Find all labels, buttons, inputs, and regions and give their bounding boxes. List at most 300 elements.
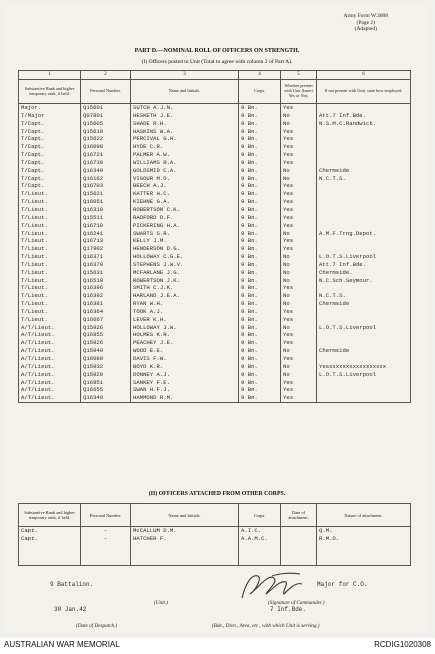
- name-cell: SHADE R.H.: [131, 120, 239, 128]
- commander-signature: [238, 568, 328, 604]
- present-cell: Yes: [281, 135, 317, 143]
- corps-cell: 9 Bn.: [239, 386, 281, 394]
- officer-row: [19, 269, 411, 277]
- att-date-cell: [281, 527, 317, 536]
- rank-cell: T/Capt.: [19, 128, 81, 136]
- name-cell: VIGOUR M.O.: [131, 175, 239, 183]
- col-number-5: 5: [281, 71, 317, 80]
- att-nature-cell: Q.M.: [317, 527, 411, 536]
- attached-row: [19, 535, 411, 543]
- personal-number-cell: Q16510: [81, 277, 131, 285]
- attached-rows: [19, 527, 411, 566]
- present-cell: Yes: [281, 128, 317, 136]
- col-header-corps: Corps.: [239, 80, 281, 104]
- personal-number-cell: Q15622: [81, 135, 131, 143]
- officer-row: [19, 355, 411, 363]
- blank-cell: [317, 543, 411, 566]
- employment-cell: [317, 214, 411, 222]
- officer-row: [19, 198, 411, 206]
- corps-cell: 9 Bn.: [239, 277, 281, 285]
- officer-row: [19, 347, 411, 355]
- employment-cell: [317, 182, 411, 190]
- present-cell: No: [281, 175, 317, 183]
- brigade-label: (Bde., Divn., Area, etc., with which Unit is serving.): [212, 623, 320, 629]
- officer-row: [19, 222, 411, 230]
- corps-cell: 9 Bn.: [239, 347, 281, 355]
- corps-cell: 9 Bn.: [239, 300, 281, 308]
- att-header-rank: Substantive Rank and higher temporary rank, if held.: [19, 504, 81, 527]
- rank-cell: T/Lieut.: [19, 308, 81, 316]
- present-cell: No: [281, 167, 317, 175]
- corps-cell: 9 Bn.: [239, 214, 281, 222]
- rank-cell: A/T/Lieut.: [19, 394, 81, 402]
- att-date-cell: [281, 535, 317, 543]
- corps-cell: 9 Bn.: [239, 316, 281, 324]
- rank-cell: T/Capt.: [19, 167, 81, 175]
- name-cell: SUTCH A.J.N.: [131, 104, 239, 112]
- personal-number-cell: Q15605: [81, 120, 131, 128]
- blank-cell: [19, 543, 81, 566]
- rank-cell: T/Lieut.: [19, 316, 81, 324]
- personal-number-cell: Q16855: [81, 331, 131, 339]
- employment-cell: A.M.F.Trng.Depot.: [317, 230, 411, 238]
- present-cell: No: [281, 300, 317, 308]
- present-cell: No: [281, 120, 317, 128]
- name-cell: HOLLOWAY C.G.E.: [131, 253, 239, 261]
- present-cell: Yes: [281, 143, 317, 151]
- present-cell: Yes: [281, 331, 317, 339]
- personal-number-cell: Q16162: [81, 175, 131, 183]
- officer-row: [19, 245, 411, 253]
- date-of-despatch-label: (Date of Despatch.): [76, 623, 118, 629]
- personal-number-cell: Q15920: [81, 371, 131, 379]
- name-cell: HARLAND J.E.A.: [131, 292, 239, 300]
- officer-row: [19, 151, 411, 159]
- personal-number-cell: Q15949: [81, 347, 131, 355]
- name-cell: KIEHNE G.A.: [131, 198, 239, 206]
- name-cell: DAVIS F.W.: [131, 355, 239, 363]
- form-page: [6, 4, 428, 634]
- corps-cell: 9 Bn.: [239, 159, 281, 167]
- officer-row: [19, 143, 411, 151]
- present-cell: Yes: [281, 386, 317, 394]
- rank-cell: Major.: [19, 104, 81, 112]
- col-header-name: Name and Initials.: [131, 80, 239, 104]
- employment-cell: N.C.T.S.: [317, 292, 411, 300]
- officers-table: [18, 70, 411, 403]
- present-cell: No: [281, 253, 317, 261]
- rank-cell: T/Lieut.: [19, 292, 81, 300]
- officer-row: [19, 190, 411, 198]
- archive-name: AUSTRALIAN WAR MEMORIAL: [4, 640, 120, 649]
- personal-number-cell: Q16364: [81, 308, 131, 316]
- present-cell: Yes: [281, 308, 317, 316]
- rank-cell: T/Lieut.: [19, 261, 81, 269]
- employment-cell: [317, 190, 411, 198]
- att-header-personal-number: Personal Number.: [81, 504, 131, 527]
- rank-cell: T/Lieut.: [19, 269, 81, 277]
- rank-cell: T/Capt.: [19, 182, 81, 190]
- date-of-despatch-value: 30 Jan.42: [54, 606, 87, 613]
- officer-row: [19, 175, 411, 183]
- name-cell: PEACHEY J.E.: [131, 339, 239, 347]
- rank-cell: T/Lieut.: [19, 214, 81, 222]
- personal-number-cell: Q16098: [81, 143, 131, 151]
- col-number-1: 1: [19, 71, 81, 80]
- corps-cell: 9 Bn.: [239, 230, 281, 238]
- personal-number-cell: Q16721: [81, 151, 131, 159]
- name-cell: HENDERSON D.G.: [131, 245, 239, 253]
- corps-cell: 9 Bn.: [239, 104, 281, 112]
- att-corps-cell: A.A.M.C.: [239, 535, 281, 543]
- name-cell: BEECH A.J.: [131, 182, 239, 190]
- officer-row: [19, 104, 411, 112]
- name-cell: ROBERTSON C.K.: [131, 206, 239, 214]
- personal-number-cell: Q16080: [81, 355, 131, 363]
- present-cell: Yes: [281, 159, 317, 167]
- employment-cell: [317, 104, 411, 112]
- rank-cell: A/T/Lieut.: [19, 339, 81, 347]
- corps-cell: 9 Bn.: [239, 371, 281, 379]
- present-cell: No: [281, 261, 317, 269]
- officer-rows: [19, 104, 411, 403]
- rank-cell: T/Lieut.: [19, 190, 81, 198]
- att-header-date: Date of attachment.: [281, 504, 317, 527]
- corps-cell: 9 Bn.: [239, 182, 281, 190]
- corps-cell: 9 Bn.: [239, 175, 281, 183]
- personal-number-cell: Q15511: [81, 214, 131, 222]
- officer-row: [19, 214, 411, 222]
- personal-number-cell: Q15926: [81, 339, 131, 347]
- unit-label: (Unit.): [154, 600, 168, 606]
- officer-row: [19, 261, 411, 269]
- employment-cell: [317, 308, 411, 316]
- personal-number-cell: Q15619: [81, 128, 131, 136]
- col-number-6: 6: [317, 71, 411, 80]
- rank-cell: T/Lieut.: [19, 284, 81, 292]
- officer-row: [19, 371, 411, 379]
- name-cell: DONNEY A.J.: [131, 371, 239, 379]
- personal-number-cell: Q16340: [81, 394, 131, 402]
- form-page-number: (Page 2): [356, 19, 375, 26]
- employment-cell: Yesxxxxxxxxxxxxxxxxx: [317, 363, 411, 371]
- form-adapted: (Adapted): [354, 26, 377, 32]
- present-cell: No: [281, 363, 317, 371]
- personal-number-cell: Q16340: [81, 167, 131, 175]
- employment-cell: [317, 379, 411, 387]
- rank-cell: T/Capt.: [19, 135, 81, 143]
- name-cell: PERCIVAL G.H.: [131, 135, 239, 143]
- employment-cell: Att.7 Inf.Bde.: [317, 112, 411, 120]
- corps-cell: 9 Bn.: [239, 112, 281, 120]
- attached-blank-row: [19, 543, 411, 566]
- personal-number-cell: Q17902: [81, 245, 131, 253]
- personal-number-cell: Q16392: [81, 292, 131, 300]
- employment-cell: [317, 198, 411, 206]
- name-cell: HAMMOND R.M.: [131, 394, 239, 402]
- name-cell: SWAN H.F.J.: [131, 386, 239, 394]
- employment-cell: [317, 331, 411, 339]
- corps-cell: 9 Bn.: [239, 394, 281, 402]
- blank-cell: [281, 543, 317, 566]
- employment-cell: [317, 355, 411, 363]
- officer-row: [19, 300, 411, 308]
- personal-number-cell: Q16710: [81, 222, 131, 230]
- officer-row: [19, 386, 411, 394]
- rank-cell: T/Lieut.: [19, 222, 81, 230]
- att-nature-cell: R.M.O.: [317, 535, 411, 543]
- employment-cell: [317, 159, 411, 167]
- name-cell: HOLMES K.R.: [131, 331, 239, 339]
- officer-row: [19, 182, 411, 190]
- personal-number-cell: Q16370: [81, 261, 131, 269]
- section2-title: (II) OFFICERS ATTACHED FROM OTHER CORPS.: [148, 491, 286, 497]
- rank-cell: A/T/Lieut.: [19, 331, 81, 339]
- corps-cell: 9 Bn.: [239, 190, 281, 198]
- rank-cell: T/Capt.: [19, 151, 81, 159]
- corps-cell: 9 Bn.: [239, 324, 281, 332]
- army-form-number: Army Form W.3008: [343, 13, 388, 19]
- personal-number-cell: Q16667: [81, 316, 131, 324]
- personal-number-cell: Q16381: [81, 300, 131, 308]
- present-cell: No: [281, 112, 317, 120]
- blank-cell: [81, 543, 131, 566]
- officer-row: [19, 128, 411, 136]
- employment-cell: Chermside: [317, 167, 411, 175]
- personal-number-cell: Q16396: [81, 284, 131, 292]
- rank-cell: T/Capt.: [19, 175, 81, 183]
- att-personal-number-cell: -: [81, 535, 131, 543]
- col-header-rank: Substantive Rank and higher temporary rank, if held.: [19, 80, 81, 104]
- rank-cell: T/Lieut.: [19, 300, 81, 308]
- present-cell: No: [281, 371, 317, 379]
- corps-cell: 9 Bn.: [239, 355, 281, 363]
- officer-row: [19, 253, 411, 261]
- rank-cell: T/Capt.: [19, 120, 81, 128]
- personal-number-cell: Q16713: [81, 237, 131, 245]
- blank-cell: [239, 543, 281, 566]
- personal-number-cell: Q15631: [81, 269, 131, 277]
- present-cell: Yes: [281, 214, 317, 222]
- rank-cell: A/T/Lieut.: [19, 347, 81, 355]
- officer-row: [19, 379, 411, 387]
- name-cell: MCFARLANE J.G.: [131, 269, 239, 277]
- corps-cell: 9 Bn.: [239, 222, 281, 230]
- name-cell: HYDE C.R.: [131, 143, 239, 151]
- employment-cell: [317, 339, 411, 347]
- officer-row: [19, 324, 411, 332]
- rank-cell: T/Lieut.: [19, 277, 81, 285]
- personal-number-cell: Q16310: [81, 206, 131, 214]
- present-cell: Yes: [281, 222, 317, 230]
- present-cell: No: [281, 230, 317, 238]
- major-for-co: Major for C.O.: [317, 581, 368, 588]
- corps-cell: 9 Bn.: [239, 269, 281, 277]
- employment-cell: L.O.T.S.Liverpool: [317, 371, 411, 379]
- corps-cell: 9 Bn.: [239, 261, 281, 269]
- personal-number-cell: Q15601: [81, 104, 131, 112]
- att-name-cell: McCALLUM D.M.: [131, 527, 239, 536]
- name-cell: BOYD K.R.: [131, 363, 239, 371]
- col-number-3: 3: [131, 71, 239, 80]
- part-title: PART D.—NOMINAL ROLL OF OFFICERS ON STRENGTH.: [134, 48, 300, 54]
- officer-row: [19, 308, 411, 316]
- brigade-value: 7 Inf.Bde.: [270, 606, 307, 613]
- officer-row: [19, 316, 411, 324]
- officer-row: [19, 363, 411, 371]
- personal-number-cell: Q16371: [81, 253, 131, 261]
- present-cell: Yes: [281, 182, 317, 190]
- employment-cell: [317, 394, 411, 402]
- col-header-employment: If not present with Unit, state how employed.: [317, 80, 411, 104]
- att-personal-number-cell: -: [81, 527, 131, 536]
- corps-cell: 9 Bn.: [239, 284, 281, 292]
- present-cell: Yes: [281, 355, 317, 363]
- rank-cell: T/Lieut.: [19, 206, 81, 214]
- name-cell: HESKETH J.E.: [131, 112, 239, 120]
- rank-cell: A/T/Lieut.: [19, 386, 81, 394]
- officer-row: [19, 135, 411, 143]
- personal-number-cell: Q15932: [81, 363, 131, 371]
- personal-number-cell: Q07801: [81, 112, 131, 120]
- employment-cell: Chermside.: [317, 269, 411, 277]
- corps-cell: 9 Bn.: [239, 151, 281, 159]
- officer-row: [19, 159, 411, 167]
- corps-cell: 9 Bn.: [239, 379, 281, 387]
- officer-row: [19, 112, 411, 120]
- name-cell: RADFORD D.F.: [131, 214, 239, 222]
- corps-cell: 9 Bn.: [239, 339, 281, 347]
- rank-cell: T/Lieut.: [19, 230, 81, 238]
- att-rank-cell: Capt.: [19, 527, 81, 536]
- name-cell: GOLDSMID C.A.: [131, 167, 239, 175]
- att-name-cell: HATCHER F.: [131, 535, 239, 543]
- employment-cell: [317, 128, 411, 136]
- corps-cell: 9 Bn.: [239, 198, 281, 206]
- present-cell: Yes: [281, 190, 317, 198]
- present-cell: No: [281, 292, 317, 300]
- rank-cell: T/Lieut.: [19, 245, 81, 253]
- present-cell: No: [281, 269, 317, 277]
- name-cell: KATTER H.C.: [131, 190, 239, 198]
- name-cell: ROBERTSON J.K.: [131, 277, 239, 285]
- col-number-2: 2: [81, 71, 131, 80]
- corps-cell: 9 Bn.: [239, 167, 281, 175]
- officer-row: [19, 120, 411, 128]
- name-cell: PICKERING H.A.: [131, 222, 239, 230]
- corps-cell: 9 Bn.: [239, 253, 281, 261]
- unit-value: 9 Battalion.: [50, 581, 94, 588]
- att-header-name: Name and Initials.: [131, 504, 239, 527]
- present-cell: Yes: [281, 151, 317, 159]
- army-form-id: [344, 13, 388, 33]
- name-cell: STEPHENS J.W.V.: [131, 261, 239, 269]
- name-cell: RYAN W.H.: [131, 300, 239, 308]
- present-cell: No: [281, 347, 317, 355]
- present-cell: Yes: [281, 206, 317, 214]
- name-cell: LEVER K.H.: [131, 316, 239, 324]
- name-cell: WILLIAMS R.A.: [131, 159, 239, 167]
- attached-row: [19, 527, 411, 536]
- employment-cell: [317, 386, 411, 394]
- employment-cell: N.C.Sch.Seymour.: [317, 277, 411, 285]
- employment-cell: [317, 222, 411, 230]
- employment-cell: Att.7 Inf.Bde.: [317, 261, 411, 269]
- att-header-corps: Corps.: [239, 504, 281, 527]
- officer-row: [19, 292, 411, 300]
- employment-cell: N.S.M.C.Randwick.: [317, 120, 411, 128]
- rank-cell: A/T/Lieut.: [19, 363, 81, 371]
- corps-cell: 9 Bn.: [239, 128, 281, 136]
- attached-officers-table: [18, 503, 411, 566]
- officer-row: [19, 167, 411, 175]
- officer-row: [19, 237, 411, 245]
- name-cell: KELLY J.M.: [131, 237, 239, 245]
- section1-title: (I) Officers posted to Unit (Total to agree with column 2 of Part A).: [141, 59, 293, 65]
- name-cell: SMITH C.J.K.: [131, 284, 239, 292]
- officer-row: [19, 331, 411, 339]
- employment-cell: L.O.T.S.Liverpool: [317, 324, 411, 332]
- name-cell: WOOD E.E.: [131, 347, 239, 355]
- personal-number-cell: Q16241: [81, 230, 131, 238]
- personal-number-cell: Q15926: [81, 324, 131, 332]
- present-cell: Yes: [281, 316, 317, 324]
- officer-row: [19, 230, 411, 238]
- officer-row: [19, 284, 411, 292]
- personal-number-cell: Q16051: [81, 198, 131, 206]
- present-cell: No: [281, 277, 317, 285]
- name-cell: HASKINS W.A.: [131, 128, 239, 136]
- employment-cell: [317, 151, 411, 159]
- corps-cell: 9 Bn.: [239, 206, 281, 214]
- rank-cell: T/Lieut.: [19, 198, 81, 206]
- name-cell: SANKEY F.E.: [131, 379, 239, 387]
- rank-cell: T/Lieut.: [19, 253, 81, 261]
- employment-cell: [317, 135, 411, 143]
- att-rank-cell: Capt.: [19, 535, 81, 543]
- employment-cell: [317, 237, 411, 245]
- rank-cell: A/T/Lieut.: [19, 355, 81, 363]
- personal-number-cell: Q16730: [81, 159, 131, 167]
- employment-cell: [317, 206, 411, 214]
- rank-cell: T/Capt.: [19, 159, 81, 167]
- present-cell: Yes: [281, 198, 317, 206]
- signature-label: (Signature of Commander.): [268, 600, 325, 606]
- present-cell: Yes: [281, 245, 317, 253]
- name-cell: TOOK A.J.: [131, 308, 239, 316]
- corps-cell: 9 Bn.: [239, 245, 281, 253]
- col-header-personal-number: Personal Number.: [81, 80, 131, 104]
- rank-cell: A/T/Lieut.: [19, 371, 81, 379]
- name-cell: PALMER A.W.: [131, 151, 239, 159]
- corps-cell: 9 Bn.: [239, 143, 281, 151]
- rank-cell: A/T/Lieut.: [19, 379, 81, 387]
- col-number-4: 4: [239, 71, 281, 80]
- present-cell: Yes: [281, 284, 317, 292]
- officer-row: [19, 277, 411, 285]
- archive-reference: RCDIG1020308: [374, 640, 431, 649]
- present-cell: Yes: [281, 379, 317, 387]
- employment-cell: Chermside: [317, 300, 411, 308]
- employment-cell: L.O.T.S.Liverpool: [317, 253, 411, 261]
- corps-cell: 9 Bn.: [239, 120, 281, 128]
- personal-number-cell: Q16703: [81, 182, 131, 190]
- name-cell: SWARTS S.R.: [131, 230, 239, 238]
- employment-cell: [317, 284, 411, 292]
- employment-cell: [317, 143, 411, 151]
- rank-cell: T/Major: [19, 112, 81, 120]
- present-cell: No: [281, 324, 317, 332]
